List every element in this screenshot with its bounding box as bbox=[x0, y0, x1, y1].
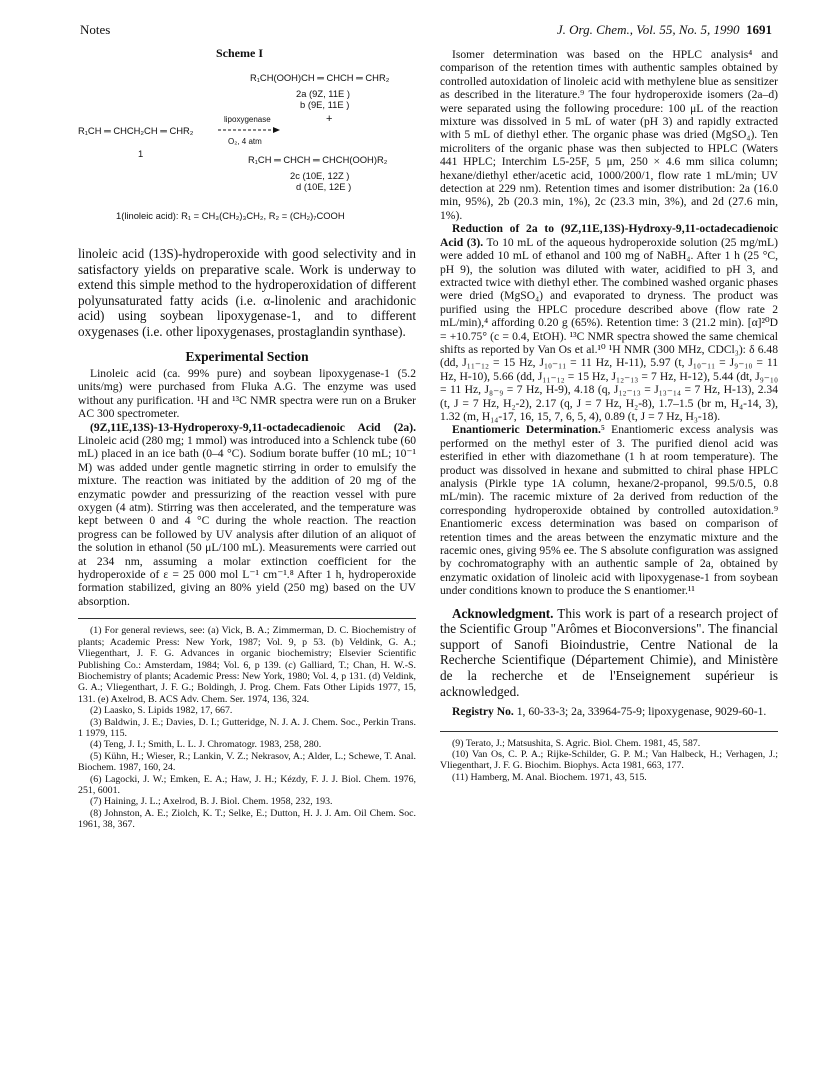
reduction-procedure: To 10 mL of the aqueous hydroperoxide solution (25 mg/mL) were added 10 mL of ethanol and 100 mg of NaBH₄. After 1 h (25 °C, pH 9), the solution was diluted with water, acidified to pH 3, and extracted twice with diethyl ether. The combined washed organic phases were dried (MgSO₄) and evaporated to dryness. The product was purified using the HPLC procedure described above (flow rate 2 mL/min),⁴ affording 0.20 g (65%). Retention time: 3 (21.2 min). [α]²⁰D = +10.75° (c = 0.4, EtOH). ¹³C NMR spectra showed the same chemical shifts as reported by Van Os et al.¹⁰ ¹H NMR (300 MHz, CDCl₃): δ 6.48 (dd, J₁₁₋₁₂ = 15 Hz, J₁₀₋₁₁ = 11 Hz, H-11), 5.97 (t, J₁₀₋₁₁ = J₉₋₁₀ = 11 Hz, H-10), 5.66 (dd, J₁₁₋₁₂ = 15 Hz, J₁₂₋₁₃ = 7 Hz, H-12), 5.44 (dt, J₉₋₁₀ = 11 Hz, J₈₋₉ = 7 Hz, H-9), 4.18 (q, J₁₂₋₁₃ = J₁₃₋₁₄ = 7 Hz, H-13), 2.34 (t, J = 7 Hz, H₂-2), 2.17 (q, J = 7 Hz, H₂-8), 1.7–1.5 (br m, H₄-14, 3), 1.32 (m, H₁₄-17, 16, 15, 7, 6, 5, 4), 0.89 (t, J = 7 Hz, H₃-18). bbox=[440, 235, 778, 423]
reaction-arrow-icon bbox=[218, 125, 280, 135]
footnotes-right bbox=[440, 738, 778, 784]
scheme-footnote: 1(linoleic acid): R₁ = CH₃(CH₂)₃CH₂, R₂ = (CH₂)₇COOH bbox=[116, 210, 345, 221]
scheme-label-2a: 2a (9Z, 11E ) bbox=[296, 88, 351, 99]
scheme-label-b: b (9E, 11E ) bbox=[300, 99, 350, 110]
footnote-item: (7) Haining, J. L.; Axelrod, B. J. Biol. Chem. 1958, 232, 193. bbox=[90, 796, 333, 808]
reduction-paragraph bbox=[440, 222, 778, 423]
scheme-top-product: R₁CH(OOH)CH ═ CHCH ═ CHR₂ bbox=[250, 72, 390, 83]
registry-paragraph bbox=[440, 705, 778, 718]
scheme-title: Scheme I bbox=[216, 46, 263, 60]
left-column bbox=[78, 48, 416, 831]
isomer-determination-paragraph: Isomer determination was based on the HPLC analysis⁴ and comparison of the retention times with authentic samples obtained by controlled autoxidation of linoleic acid with methylene blue as sensitizer as described in the literature.⁹ The four hydroperoxide isomers (2a–d) were separated using the following procedure: 100 μL of the reaction mixture was dissolved in 5 mL of water (pH 3) and rapidly extracted with 5 mL of diethyl ether. The organic phase was dried (MgSO₄). Ten microliters of the organic phase was then subjected to HPLC (Waters 441 HPLC; Interchim L5-25F, 5 μm, 250 × 4.6 mm silica column; hexane/diethyl ether/acetic acid, 1000/200/1, flow rate 1 mL/min; UV detection at 229 nm). Retention times and isomer distribution: 2a (16.0 min, 95%), 2b (20.3 min, 1%), 2c (23.3 min, 3%), and 2d (27.6 min, 1%). bbox=[440, 48, 778, 222]
footnote-rule bbox=[78, 618, 416, 619]
footnote-item: (10) Van Os, C. P. A.; Rijke-Schilder, G. P. M.; Van Halbeck, H.; Verhagen, J.; Vliegenthart, J. F. G. Biochim. Biophys. Acta 1981, 663, 177. bbox=[440, 749, 778, 772]
registry-body: 1, 60-33-3; 2a, 33964-75-9; lipoxygenase, 9029-60-1. bbox=[513, 705, 767, 719]
page-number: 1691 bbox=[746, 22, 772, 37]
footnote-item: (8) Johnston, A. E.; Ziolch, K. T.; Selke, E.; Dutton, H. J. J. Am. Oil Chem. Soc. 1961, 38, 367. bbox=[78, 807, 416, 831]
footnote-item: (3) Baldwin, J. E.; Davies, D. I.; Gutteridge, N. J. A. J. Chem. Soc., Perkin Trans. 1 1979, 115. bbox=[78, 716, 416, 739]
scheme-reactant-number: 1 bbox=[138, 148, 144, 159]
scheme-reactant: R₁CH ═ CHCH₂CH ═ CHR₂ bbox=[78, 125, 194, 136]
footnote-item: (1) For general reviews, see: (a) Vick, B. A.; Zimmerman, D. C. Biochemistry of plants; Academic Press: New York, 1987; Vol. 9, p 53. (b) Veldink, G. A.; Vliegenthart, J. F. G. Advances in organic biochemistry; Elsevier Scientific Publishing Co.: Amsterdam, 1984; Vol. 6, p 139. (c) Galliard, T.; Chan, H. W.-S. Biochemistry of plants; Academic Press: New York, 1980; Vol. 4, p 131. (d) Veldink, G. A.; Vliegenthart, J. F. G.; Boldingh, J. Prog. Chem. Fats Other Lipids 1977, 15, 131. (e) Axelrod, B. ACS Adv. Chem. Ser. 1974, 136, 324. bbox=[78, 625, 416, 705]
registry-heading: Registry No. bbox=[452, 705, 514, 719]
scheme-conditions: O₂, 4 atm bbox=[228, 137, 262, 146]
running-header-section: Notes bbox=[80, 22, 111, 37]
enantiomeric-paragraph bbox=[440, 423, 778, 597]
scheme-plus-sign: + bbox=[326, 113, 333, 125]
reduction-heading: Reduction of 2a to (9Z,11E,13S)-Hydroxy-9,11-octadecadienoic Acid (3). bbox=[440, 222, 778, 249]
scheme-enzyme-label: lipoxygenase bbox=[224, 115, 271, 124]
compound-2a-procedure: Linoleic acid (280 mg; 1 mmol) was introduced into a Schlenck tube (60 mL) placed in an ice bath (0–4 °C). Sodium borate buffer (10 mL; 10⁻¹ M) was added under gentle magnetic stirring in order to emulsify the mixture. The reaction was initiated by the addition of 20 mg of the enzymatic powder and pressurizing of the reaction vessel with pure oxygen (4 atm). Stirring was then accelerated, and the temperature was kept between 0 and 4 °C during the whole reaction. The reaction progress can be followed by UV analysis after dilution of an aliquot of the solution in ethanol (50 μL/100 mL). Measurements were carried out at 234 nm, assuming a molar extinction coefficient for the hydroperoxide of ε = 25 000 mol L⁻¹ cm⁻¹.⁸ After 1 h, hydroperoxide formation stabilized, giving an 80% yield (250 mg) based on the UV absorption. bbox=[78, 434, 416, 608]
scheme-label-d: d (10E, 12E ) bbox=[296, 181, 352, 192]
journal-citation: J. Org. Chem., Vol. 55, No. 5, 1990 bbox=[556, 22, 740, 37]
footnote-item: (11) Hamberg, M. Anal. Biochem. 1971, 43, 515. bbox=[452, 771, 647, 783]
acknowledgment-paragraph bbox=[440, 606, 778, 700]
scheme-bottom-product: R₁CH ═ CHCH ═ CHCH(OOH)R₂ bbox=[248, 154, 388, 165]
footnote-item: (9) Terato, J.; Matsushita, S. Agric. Biol. Chem. 1981, 45, 587. bbox=[452, 737, 701, 749]
footnote-item: (4) Teng, J. I.; Smith, L. L. J. Chromatogr. 1983, 258, 280. bbox=[90, 739, 322, 751]
right-column bbox=[440, 48, 778, 783]
enantiomeric-body: ⁵ Enantiomeric excess analysis was performed on the methyl ester of 3. The purified dienol acid was esterified in ether with diazomethane (1 h at room temperature). The product was dissolved in hexane and submitted to chiral phase HPLC analysis (Pirkle type 1A column, hexane/2-propanol, 99.5/0.5, 0.8 mL/min). The racemic mixture of 2a derived from reduction of the corresponding hydroperoxide obtained by controlled autoxidation.⁹ Enantiomeric excess determination was based on comparison of retention times and the areas between the enzymatic mixture and the racemic ones, giving 95% ee. The S absolute configuration was assigned by cochromatography with an authentic sample of 2a, obtained by enzymatic oxidation of linoleic acid with lipoxygenase-1 from soybean under conditions known to produce the S enantiomer.¹¹ bbox=[440, 423, 778, 598]
section-heading-experimental: Experimental Section bbox=[185, 348, 309, 364]
scheme-label-2c: 2c (10E, 12Z ) bbox=[290, 170, 350, 181]
footnote-item: (6) Lagocki, J. W.; Emken, E. A.; Haw, J. H.; Kézdy, F. J. J. Biol. Chem. 1976, 251, 6001. bbox=[78, 773, 416, 796]
intro-paragraph: linoleic acid (13S)-hydroperoxide with good selectivity and in satisfactory yields on preparative scale. Work is underway to extend this simple method to the hydroperoxidation of different polyunsaturated fatty acids (i.e. α-linolenic and arachidonic acid) using soybean lipoxygenase-1, and to different oxygenases (i.e. other lipoxygenases, prostaglandin synthase). bbox=[78, 246, 416, 339]
footnote-item: (2) Laasko, S. Lipids 1982, 17, 667. bbox=[90, 705, 233, 717]
experimental-paragraph-synthesis bbox=[78, 421, 416, 609]
footnote-rule bbox=[440, 731, 778, 732]
experimental-paragraph-materials: Linoleic acid (ca. 99% pure) and soybean lipoxygenase-1 (5.2 units/mg) were purchased from Fluka A.G. The enzyme was used without any purification. ¹H and ¹³C NMR spectra were run on a Bruker AC 300 spectrometer. bbox=[78, 366, 416, 421]
running-header-citation bbox=[557, 22, 772, 38]
enantiomeric-heading: Enantiomeric Determination. bbox=[452, 423, 601, 437]
footnotes-left bbox=[78, 625, 416, 830]
footnote-item: (5) Kühn, H.; Wieser, R.; Lankin, V. Z.; Nekrasov, A.; Alder, L.; Schewe, T. Anal. Biochem. 1987, 160, 24. bbox=[78, 750, 416, 774]
acknowledgment-body: This work is part of a research project of the Scientific Group "Arômes et Bioconversions". The financial support of Sanofi Bioindustrie, Centre National de la Recherche Scientifique (Département Chimie), and Ministère de la recherche et de l'Enseignement supérieur is acknowledged. bbox=[440, 605, 778, 699]
scheme-figure bbox=[78, 48, 416, 246]
compound-2a-heading: (9Z,11E,13S)-13-Hydroperoxy-9,11-octadecadienoic Acid (2a). bbox=[90, 420, 416, 434]
acknowledgment-heading: Acknowledgment. bbox=[452, 605, 554, 621]
